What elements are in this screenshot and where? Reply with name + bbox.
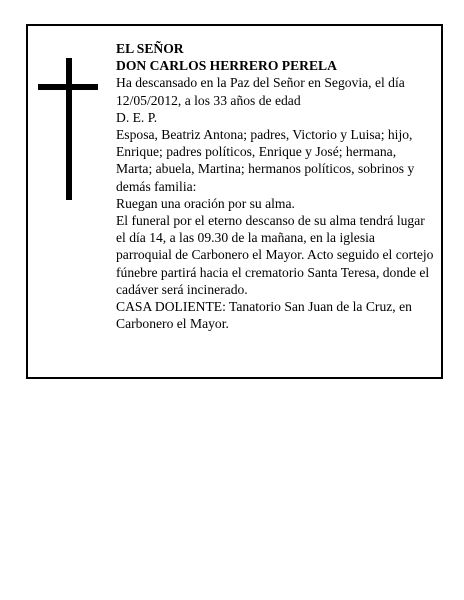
notice-body bbox=[116, 40, 437, 332]
funeral-details: El funeral por el eterno descanso de su alma tendrá lugar el día 14, a las 09.30 de la mañana, en la iglesia parroquial de Carbonero el Mayor. Acto seguido el cortejo fúnebre partirá hacia el crematorio Santa Teresa, donde el cadáver será incinerado. bbox=[116, 213, 437, 297]
death-announcement: Ha descansado en la Paz del Señor en Segovia, el día 12/05/2012, a los 33 años de edad bbox=[116, 75, 409, 108]
cross-vertical-bar bbox=[66, 58, 72, 200]
deceased-name: DON CARLOS HERRERO PERELA bbox=[116, 58, 337, 74]
prayer-request: Ruegan una oración por su alma. bbox=[116, 195, 295, 211]
rip-line: D. E. P. bbox=[116, 109, 158, 125]
notice-heading: EL SEÑOR bbox=[116, 41, 184, 56]
mourning-house: CASA DOLIENTE: Tanatorio San Juan de la Cruz, en Carbonero el Mayor. bbox=[116, 299, 416, 332]
obituary-notice bbox=[26, 24, 443, 379]
cross-horizontal-bar bbox=[38, 84, 98, 90]
family-list: Esposa, Beatriz Antona; padres, Victorio y Luisa; hijo, Enrique; padres políticos, Enrique y José; hermana, Marta; abuela, Martina; hermanos políticos, sobrinos y demás familia: bbox=[116, 127, 418, 194]
